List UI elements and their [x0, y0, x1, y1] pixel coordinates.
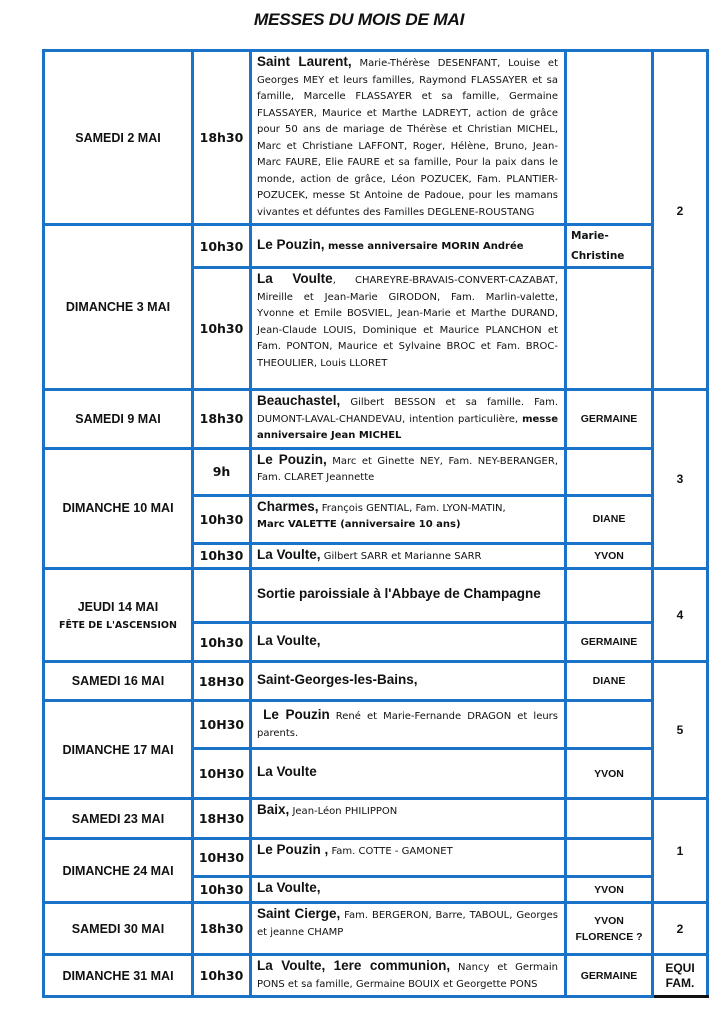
reader-cell	[566, 448, 653, 495]
intentions-cell	[251, 495, 566, 543]
place-name: Saint Cierge,	[257, 906, 341, 921]
reader-cell: DIANE	[566, 495, 653, 543]
reader-cell	[566, 839, 653, 877]
table-row	[44, 51, 708, 225]
intentions-cell	[251, 543, 566, 569]
place-name: La Voulte	[257, 764, 317, 780]
intentions-text: , CHAREYRE-BRAVAIS-CONVERT-CAZABAT, Mireille et Jean-Marie GIRODON, Fam. Marlin-valette, Yvonne et Emile BOSVIEL, Jean-Marie et Marthe DURAND, Jean-Claude LOUIS, Dominique et Maurice PLANCHON et Fam. PONTON, Maurice et Sylvaine BROC et Fam. BROC-THEOULIER, Louis LLORET	[257, 275, 558, 369]
time-cell: 18h30	[193, 903, 251, 955]
place-name: Sortie paroissiale à l'Abbaye de Champagne	[257, 586, 541, 602]
day-label: JEUDI 14 MAI	[77, 599, 159, 614]
intentions-cell	[251, 225, 566, 268]
intentions-text: René et Marie-Fernande DRAGON et leurs parents.	[257, 711, 559, 739]
intentions-cell	[251, 390, 566, 449]
day-cell	[44, 569, 193, 662]
reader-name: FLORENCE ?	[575, 930, 643, 943]
reader-cell	[566, 268, 653, 390]
feast-label: FÊTE DE L'ASCENSION	[59, 619, 177, 631]
table-row	[44, 390, 708, 449]
day-cell: DIMANCHE 10 MAI	[44, 448, 193, 569]
place-name: Saint Laurent,	[257, 54, 352, 69]
intentions-text: Fam. COTTE - GAMONET	[328, 846, 453, 857]
time-cell: 10h30	[193, 955, 251, 997]
table-row	[44, 839, 708, 877]
intentions-bold-text: messe anniversaire Jean MICHEL	[257, 413, 558, 441]
intentions-cell	[251, 839, 566, 877]
reader-cell: GERMAINE	[566, 623, 653, 662]
intentions-cell	[251, 569, 566, 623]
time-cell: 10H30	[193, 749, 251, 799]
reader-cell: YVON	[566, 543, 653, 569]
reader-cell: YVON	[566, 749, 653, 799]
group-label-part: EQUI	[665, 960, 695, 975]
place-name: Le Pouzin ,	[257, 842, 329, 857]
intentions-cell	[251, 51, 566, 225]
intentions-text: Jean-Léon PHILIPPON	[289, 806, 398, 817]
table-row	[44, 903, 708, 955]
intentions-bold-text: Marc VALETTE (anniversaire 10 ans)	[257, 519, 461, 530]
intentions-text: Fam. BERGERON, Barre, TABOUL, Georges et jeanne CHAMP	[257, 910, 558, 938]
intentions-cell	[251, 662, 566, 701]
place-name: Le Pouzin,	[257, 236, 325, 252]
intentions-cell	[251, 448, 566, 495]
time-cell: 10h30	[193, 623, 251, 662]
intentions-text: Marc et Ginette NEY, Fam. NEY-BERANGER, Fam. CLARET Jeannette	[257, 455, 559, 483]
time-cell: 9h	[193, 448, 251, 495]
intentions-text: Gilbert BESSON et sa famille. Fam. DUMONT-LAVAL-CHANDEVAU, intention particulière,	[257, 397, 558, 425]
place-name: La Voulte,	[257, 880, 321, 896]
page-title: MESSES DU MOIS DE MAI	[253, 10, 465, 29]
intentions-cell	[251, 268, 566, 390]
group-cell: 3	[653, 390, 708, 569]
group-label: 2	[676, 204, 684, 218]
time-cell: 18H30	[193, 662, 251, 701]
day-cell: DIMANCHE 3 MAI	[44, 225, 193, 390]
day-cell: SAMEDI 30 MAI	[44, 903, 193, 955]
intentions-text: François GENTIAL, Fam. LYON-MATIN,	[318, 502, 506, 514]
day-cell: SAMEDI 16 MAI	[44, 662, 193, 701]
time-cell: 18H30	[193, 799, 251, 839]
place-name: La Voulte,	[257, 632, 321, 648]
reader-cell: YVON	[566, 877, 653, 903]
time-cell: 10h30	[193, 495, 251, 543]
time-cell: 18h30	[193, 51, 251, 225]
group-cell: 1	[653, 799, 708, 903]
time-cell: 10h30	[193, 225, 251, 268]
reader-cell: GERMAINE	[566, 390, 653, 449]
group-label-part: FAM.	[665, 975, 695, 990]
table-row	[44, 799, 708, 839]
time-cell: 18h30	[193, 390, 251, 449]
intentions-cell	[251, 903, 566, 955]
reader-cell	[566, 51, 653, 225]
intentions-cell	[251, 749, 566, 799]
place-name: Saint-Georges-les-Bains,	[257, 671, 418, 687]
day-cell: DIMANCHE 17 MAI	[44, 701, 193, 799]
intentions-text: Nancy et Germain PONS et sa famille, Germaine BOUIX et Georgette PONS	[257, 962, 558, 990]
place-name: Le Pouzin,	[257, 451, 327, 467]
table-row	[44, 225, 708, 268]
place-name: La Voulte,	[257, 546, 321, 562]
table-row	[44, 662, 708, 701]
group-cell: 4	[653, 569, 708, 662]
table-row	[44, 569, 708, 623]
place-name: La Voulte, 1ere communion,	[257, 958, 451, 973]
time-cell: 10H30	[193, 839, 251, 877]
place-name: Beauchastel,	[257, 393, 341, 408]
intentions-cell	[251, 955, 566, 997]
group-cell: 5	[653, 662, 708, 799]
day-cell: DIMANCHE 31 MAI	[44, 955, 193, 997]
reader-name: YVON	[594, 914, 624, 927]
group-cell	[653, 955, 708, 997]
reader-cell	[566, 799, 653, 839]
time-cell: 10H30	[193, 701, 251, 749]
time-cell	[193, 569, 251, 623]
reader-cell: DIANE	[566, 662, 653, 701]
reader-cell	[566, 701, 653, 749]
time-cell: 10h30	[193, 543, 251, 569]
place-name: La Voulte	[257, 271, 333, 286]
intentions-text: messe anniversaire MORIN Andrée	[324, 240, 524, 252]
group-cell	[653, 51, 708, 390]
intentions-cell	[251, 623, 566, 662]
table-row	[44, 955, 708, 997]
intentions-text: Marie-Thérèse DESENFANT, Louise et Georges MEY et leurs familles, Raymond FLASSAYER et sa famille, Marcelle FLASSAYER et sa famille, Germaine FLASSAYER, Maurice et Marthe LADREYT, action de grâce pour 50 ans de mariage de Thérèse et Christian MICHEL, Marc et Christiane LAFFONT, Roger, Hélène, Bruno, Jean-Marc FAURE, Elie FAURE et sa famille, Pour la paix dans le monde, action de grâce, Léon POZUCEK, Fam. PLANTIER-POZUCEK, messe St Antoine de Padoue, pour les mamans vivantes et défuntes des Familles DEGLENE-ROUSTANG	[257, 58, 558, 218]
table-row	[44, 448, 708, 495]
reader-cell	[566, 569, 653, 623]
reader-cell: Marie-Christine	[566, 225, 653, 268]
place-name: Charmes,	[257, 498, 319, 514]
day-cell: SAMEDI 23 MAI	[44, 799, 193, 839]
intentions-cell	[251, 701, 566, 749]
intentions-cell	[251, 799, 566, 839]
intentions-cell	[251, 877, 566, 903]
time-cell: 10h30	[193, 877, 251, 903]
place-name: Le Pouzin	[263, 707, 330, 722]
intentions-text: Gilbert SARR et Marianne SARR	[320, 550, 482, 562]
reader-cell	[566, 903, 653, 955]
group-cell: 2	[653, 903, 708, 955]
day-cell: SAMEDI 9 MAI	[44, 390, 193, 449]
table-row	[44, 701, 708, 749]
place-name: Baix,	[257, 802, 290, 817]
reader-cell: GERMAINE	[566, 955, 653, 997]
day-cell: DIMANCHE 24 MAI	[44, 839, 193, 903]
time-cell: 10h30	[193, 268, 251, 390]
day-cell: SAMEDI 2 MAI	[44, 51, 193, 225]
mass-schedule-table	[42, 49, 709, 998]
